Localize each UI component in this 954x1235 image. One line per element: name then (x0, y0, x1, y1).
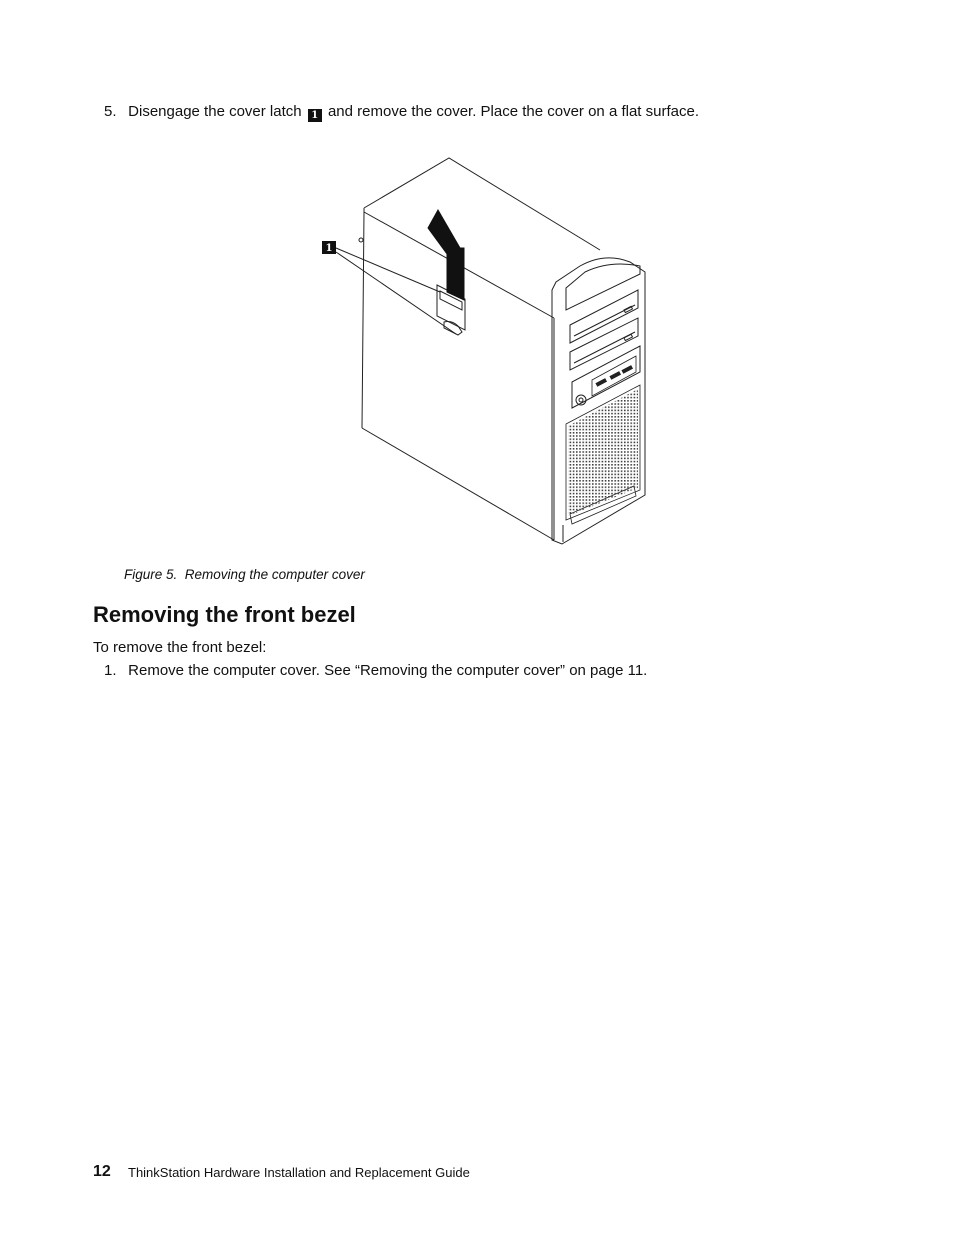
section-intro: To remove the front bezel: (93, 639, 267, 656)
caption-text: Removing the computer cover (184, 567, 365, 582)
footer-title: ThinkStation Hardware Installation and Replacement Guide (128, 1165, 470, 1180)
step-5 (104, 102, 699, 122)
step-number: 5. (104, 103, 117, 120)
page-number: 12 (93, 1163, 111, 1180)
section-heading: Removing the front bezel (93, 602, 356, 627)
step-text-after: and remove the cover. Place the cover on a flat surface. (327, 103, 699, 120)
figure-callout-label: 1 (325, 243, 333, 254)
step-text: Remove the computer cover. See “Removing the computer cover” on page 11. (128, 662, 648, 679)
step-text-before: Disengage the cover latch (128, 103, 302, 120)
computer-cover-illustration (300, 150, 660, 550)
step-number: 1. (104, 662, 117, 679)
caption-label: Figure 5. (124, 567, 178, 582)
callout-badge: 1 (308, 109, 322, 122)
step-1 (104, 661, 647, 681)
figure-caption (124, 567, 365, 582)
